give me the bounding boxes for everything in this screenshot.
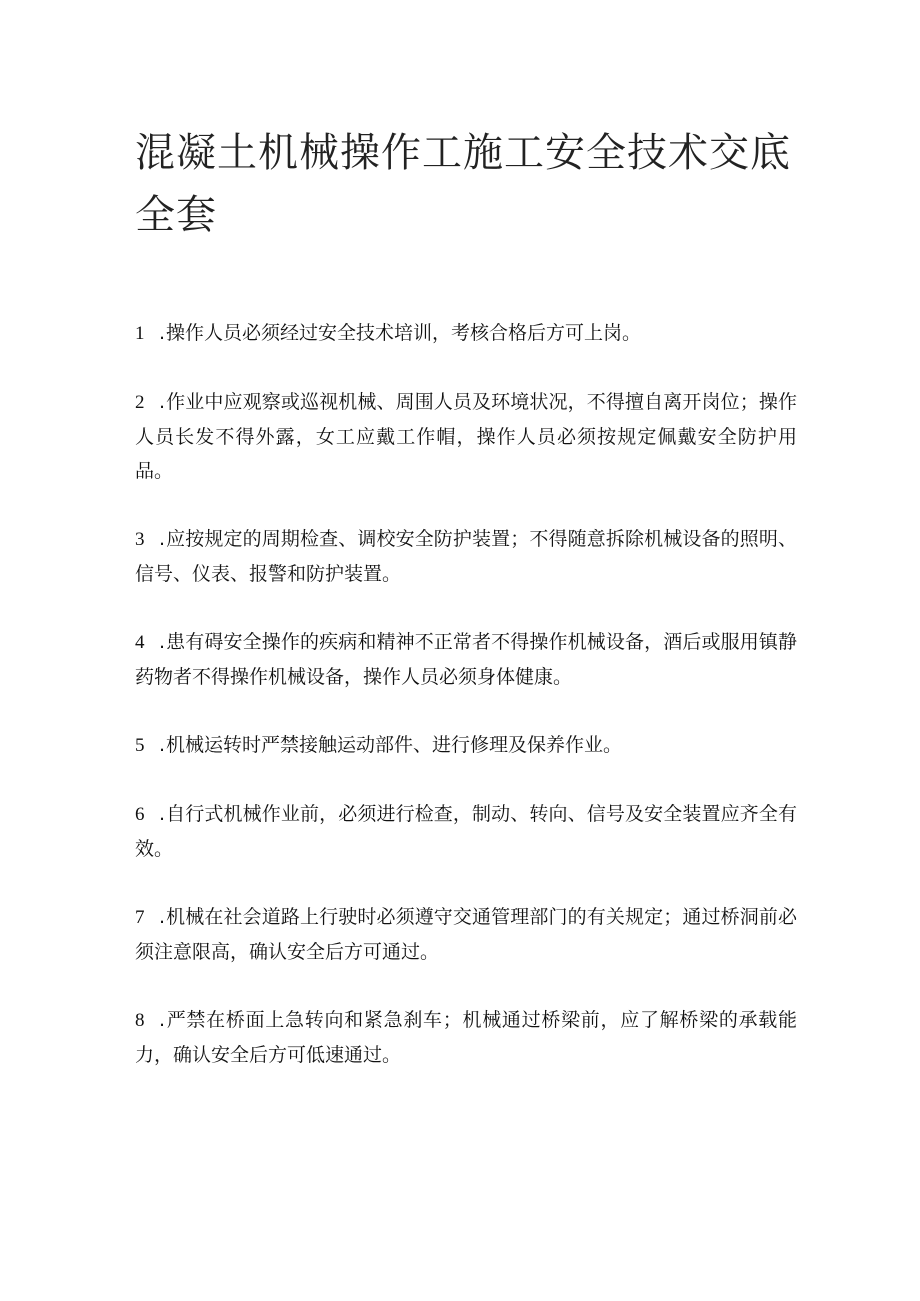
list-item xyxy=(135,1003,797,1072)
item-text: 机械在社会道路上行驶时必须遵守交通管理部门的有关规定；通过桥洞前必须注意限高，确认安全后方可通过。 xyxy=(135,906,797,963)
item-number: 5 xyxy=(135,735,145,756)
list-item xyxy=(135,385,797,488)
item-text: 操作人员必须经过安全技术培训，考核合格后方可上岗。 xyxy=(166,322,642,344)
item-text: 作业中应观察或巡视机械、周围人员及环境状况，不得擅自离开岗位；操作人员长发不得外露，女工应戴工作帽，操作人员必须按规定佩戴安全防护用品。 xyxy=(135,391,797,482)
item-separator: . xyxy=(159,906,166,928)
list-item xyxy=(135,797,797,866)
list-item xyxy=(135,316,797,351)
item-text: 患有碍安全操作的疾病和精神不正常者不得操作机械设备，酒后或服用镇静药物者不得操作机械设备，操作人员必须身体健康。 xyxy=(135,631,797,688)
item-number: 2 xyxy=(135,392,145,413)
list-item xyxy=(135,900,797,969)
item-number: 4 xyxy=(135,632,145,653)
item-separator: . xyxy=(159,734,166,756)
item-text: 机械运转时严禁接触运动部件、进行修理及保养作业。 xyxy=(166,734,623,756)
item-separator: . xyxy=(159,528,166,550)
item-text: 严禁在桥面上急转向和紧急刹车；机械通过桥梁前，应了解桥梁的承载能力，确认安全后方可低速通过。 xyxy=(135,1009,797,1066)
item-number: 3 xyxy=(135,529,145,550)
item-number: 7 xyxy=(135,907,145,928)
item-text: 自行式机械作业前，必须进行检查，制动、转向、信号及安全装置应齐全有效。 xyxy=(135,803,797,860)
item-separator: . xyxy=(159,803,166,825)
item-number: 6 xyxy=(135,804,145,825)
item-separator: . xyxy=(159,322,166,344)
list-item xyxy=(135,625,797,694)
safety-item-list xyxy=(135,316,797,1106)
item-separator: . xyxy=(159,391,166,413)
item-text: 应按规定的周期检查、调校安全防护装置；不得随意拆除机械设备的照明、信号、仪表、报警和防护装置。 xyxy=(135,528,797,585)
list-item xyxy=(135,728,797,763)
item-number: 1 xyxy=(135,323,145,344)
item-number: 8 xyxy=(135,1010,145,1031)
document-title: 混凝土机械操作工施工安全技术交底全套 xyxy=(135,130,791,238)
item-separator: . xyxy=(159,631,166,653)
item-separator: . xyxy=(159,1009,166,1031)
list-item xyxy=(135,522,797,591)
